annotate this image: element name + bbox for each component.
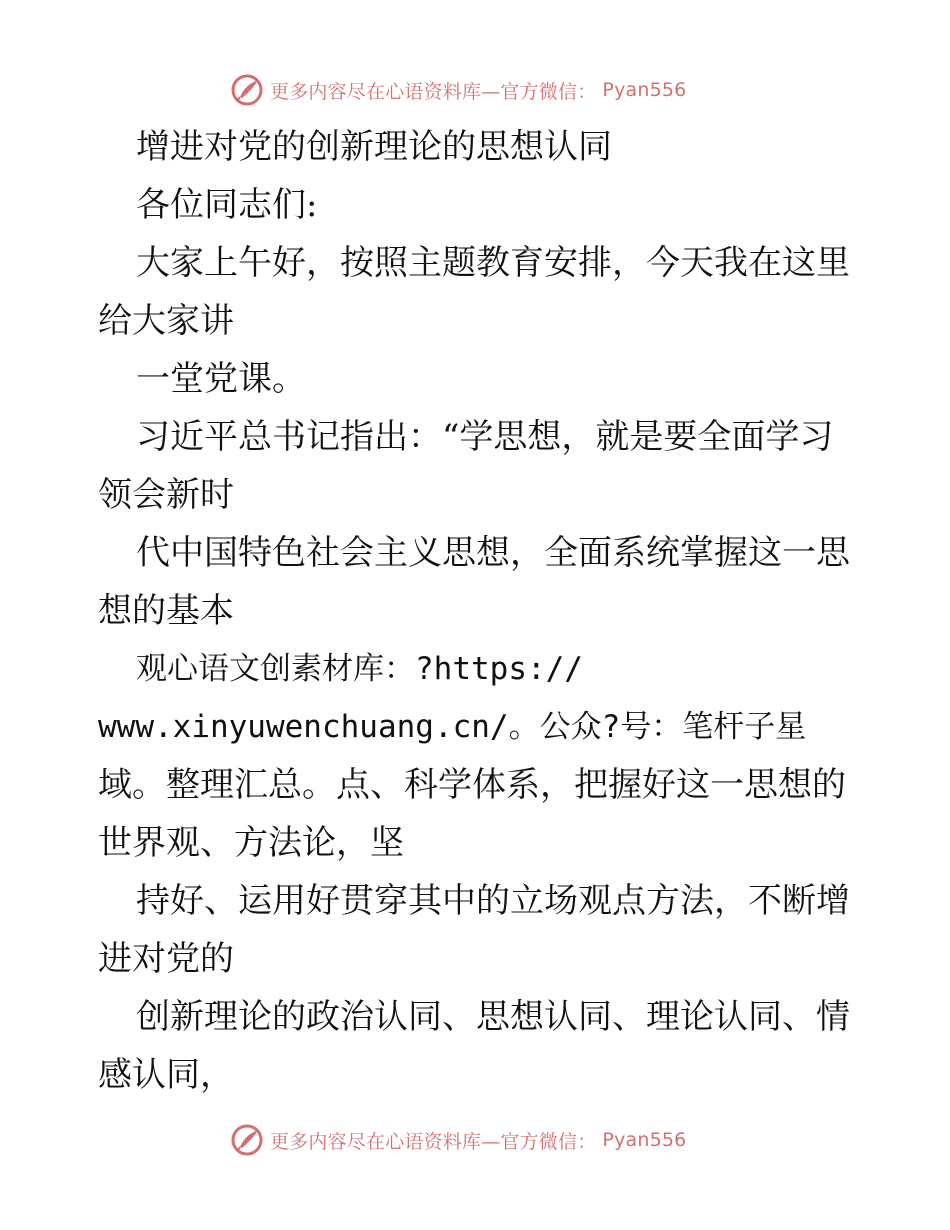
source-line: 观心语文创素材库：?https:// — [136, 651, 583, 687]
watermark-wechat-id: Pyan556 — [602, 79, 687, 101]
paragraph-line: 习近平总书记指出：“学思想，就是要全面学习 — [136, 417, 834, 457]
paragraph-line: 领会新时 — [98, 475, 234, 515]
paragraph-line: 创新理论的政治认同、思想认同、理论认同、情 — [136, 997, 850, 1037]
quill-logo-icon — [230, 1123, 264, 1157]
watermark-text: 更多内容尽在心语资料库—官方微信： — [270, 1130, 597, 1153]
quill-logo-icon — [230, 73, 264, 107]
footer-watermark — [230, 1120, 750, 1160]
paragraph-line: 代中国特色社会主义思想，全面系统掌握这一思 — [136, 533, 850, 573]
paragraph-line: 域。整理汇总。点、科学体系，把握好这一思想的 — [98, 765, 846, 805]
watermark-text: 更多内容尽在心语资料库—官方微信： — [270, 80, 597, 103]
paragraph-line: 想的基本 — [98, 591, 234, 631]
paragraph-line: 给大家讲 — [98, 301, 234, 341]
paragraph-line: 大家上午好，按照主题教育安排，今天我在这里 — [136, 243, 850, 283]
salutation-line: 各位同志们: — [136, 185, 318, 225]
source-url-line: www.xinyuwenchuang.cn/。公众?号：笔杆子星 — [98, 709, 807, 745]
watermark-wechat-id: Pyan556 — [602, 1129, 687, 1151]
header-watermark — [230, 70, 750, 110]
paragraph-line: 持好、运用好贯穿其中的立场观点方法，不断增 — [136, 881, 850, 921]
title-line: 增进对党的创新理论的思想认同 — [136, 127, 612, 167]
paragraph-line: 一堂党课。 — [136, 359, 306, 399]
paragraph-line: 进对党的 — [98, 939, 234, 979]
document-body — [98, 118, 858, 1104]
paragraph-line: 感认同， — [98, 1055, 234, 1095]
paragraph-line: 世界观、方法论，坚 — [98, 823, 404, 863]
